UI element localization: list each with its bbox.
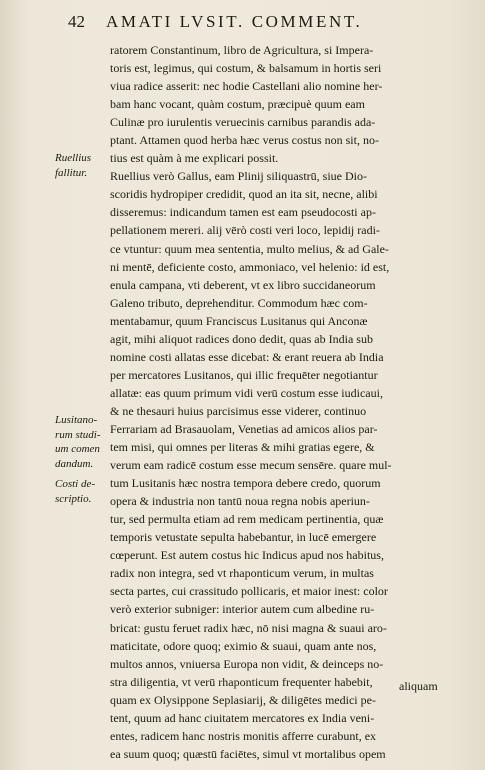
text-line: opera & industria non tantū noua regna nobis aperiun- (110, 494, 370, 509)
text-line: allatæ: eas quum primum vidi verū costum esse iudicaui, (110, 385, 383, 400)
margin-note-line: scriptio. (55, 492, 92, 505)
text-line: ce vtuntur: quum mea sententia, multo melius, & ad Gale- (110, 241, 389, 256)
margin-note-costi (55, 477, 107, 506)
text-line: viua radice asserit: nec hodie Castellani alio nomine her- (110, 79, 383, 94)
text-line: radix non integra, sed vt rhaponticum verum, in multas (110, 566, 374, 581)
text-line: mentabamur, quum Franciscus Lusitanus qui Anconæ (110, 313, 368, 328)
margin-note-lusitanorum (55, 413, 107, 471)
text-line: verò exterior subniger: interior autem cum albedine ru- (110, 602, 375, 617)
margin-note-line: fallitur. (55, 166, 88, 179)
text-line: maticitate, odore quoq; eximio & suaui, quam ante nos, (110, 638, 377, 653)
margin-note-line: Costi de- (55, 478, 96, 490)
main-text (110, 41, 455, 763)
text-line: ratorem Constantinum, libro de Agricultura, si Impera- (110, 43, 374, 57)
catchword: aliquam (399, 679, 438, 693)
page-number: 42 (68, 12, 85, 31)
margin-note-line: Ruellius (55, 152, 92, 164)
text-line: cœperunt. Est autem costus hic Indicus apud nos habitus, (110, 548, 384, 563)
text-line: bricat: gustu feruet radix hæc, nō nisi magna & suaui aro- (110, 620, 387, 635)
text-line: & ne thesauri huius parcisimus esse viderer, continuo (110, 403, 367, 418)
text-line: disseremus: indicandum tamen est eam pseudocosti ap- (110, 205, 376, 220)
text-line: quam ex Olysippone Seplasiarij, & diligētes medici pe- (110, 692, 376, 707)
margin-note-line: um comen (55, 443, 100, 455)
text-line: ptant. Attamen quod herba hæc verus costus non sit, no- (110, 133, 379, 148)
text-line: multos annos, vniuersa Europa non vidit, & deinceps no- (110, 656, 384, 671)
text-line: verum eam radicē costum esse mecum sensēre. quare mul- (110, 458, 392, 473)
text-line: scoridis hydropiper credidit, quod an ita sit, necne, alibi (110, 187, 378, 202)
text-line: Culinæ pro iurulentis veruecinis carnibus parandis ada- (110, 115, 376, 130)
text-line: tur, sed permulta etiam ad rem medicam pertinentia, quæ (110, 512, 384, 527)
text-line: secta partes, cui crassitudo pollicaris, et maior inest: color (110, 584, 388, 599)
text-line: temporis vetustate sepulta habebantur, in lucē emergere (110, 530, 377, 545)
text-line: Ferrariam ad Brasauolam, Venetias ad amicos alios par- (110, 421, 378, 436)
text-line: pellationem mereri. alij vērò costi veri loco, lepidij radi- (110, 223, 380, 238)
text-line: bam hanc vocant, quàm costum, præcipuè quum eam (110, 97, 365, 112)
text-line: Galeno tributo, deprehenditur. Commodum hæc com- (110, 295, 368, 310)
text-line: tent, quum ad hanc ciuitatem mercatores ex India veni- (110, 710, 375, 725)
page-header (0, 12, 485, 34)
running-head: AMATI LVSIT. COMMENT. (106, 12, 363, 31)
text-line: per mercatores Lusitanos, qui illic frequēter negotiantur (110, 367, 378, 382)
text-line: Ruellius verò Gallus, eam Plinij siliquastrū, siue Dio- (110, 169, 367, 184)
text-line: ni mentē, deficiente costo, ammoniaco, vel helenio: id est, (110, 259, 390, 274)
text-line: tem misi, qui omnes per literas & mihi gratias egere, & (110, 440, 375, 455)
text-line: nomine costi allatas esse dicebat: & erant reuera ab India (110, 349, 384, 364)
text-line: ea suum quoq; quæstū faciētes, simul vt mortalibus opem (110, 746, 386, 761)
margin-note-line: rum studi- (55, 428, 101, 441)
text-line: enula campana, vti deberent, vt ex libro succidaneorum (110, 277, 376, 292)
text-line: agit, mihi aliquot radices dono dedit, quas ab India sub (110, 331, 373, 346)
text-line: toris est, legimus, qui costum, & balsamum in hortis seri (110, 61, 382, 76)
text-line: tum Lusitanis hæc nostra tempora debere credo, quorum (110, 476, 381, 491)
margin-note-line: Lusitano- (55, 414, 98, 426)
margin-note-line: dandum. (55, 457, 94, 470)
margin-note-ruellius (55, 151, 107, 180)
text-line: tius est quàm à me explicari possit. (110, 151, 279, 166)
text-line: entes, radicem hanc nostris monitis afferre curabunt, ex (110, 728, 377, 743)
text-line: stra diligentia, vt verū rhaponticum frequenter habebit, (110, 674, 373, 689)
